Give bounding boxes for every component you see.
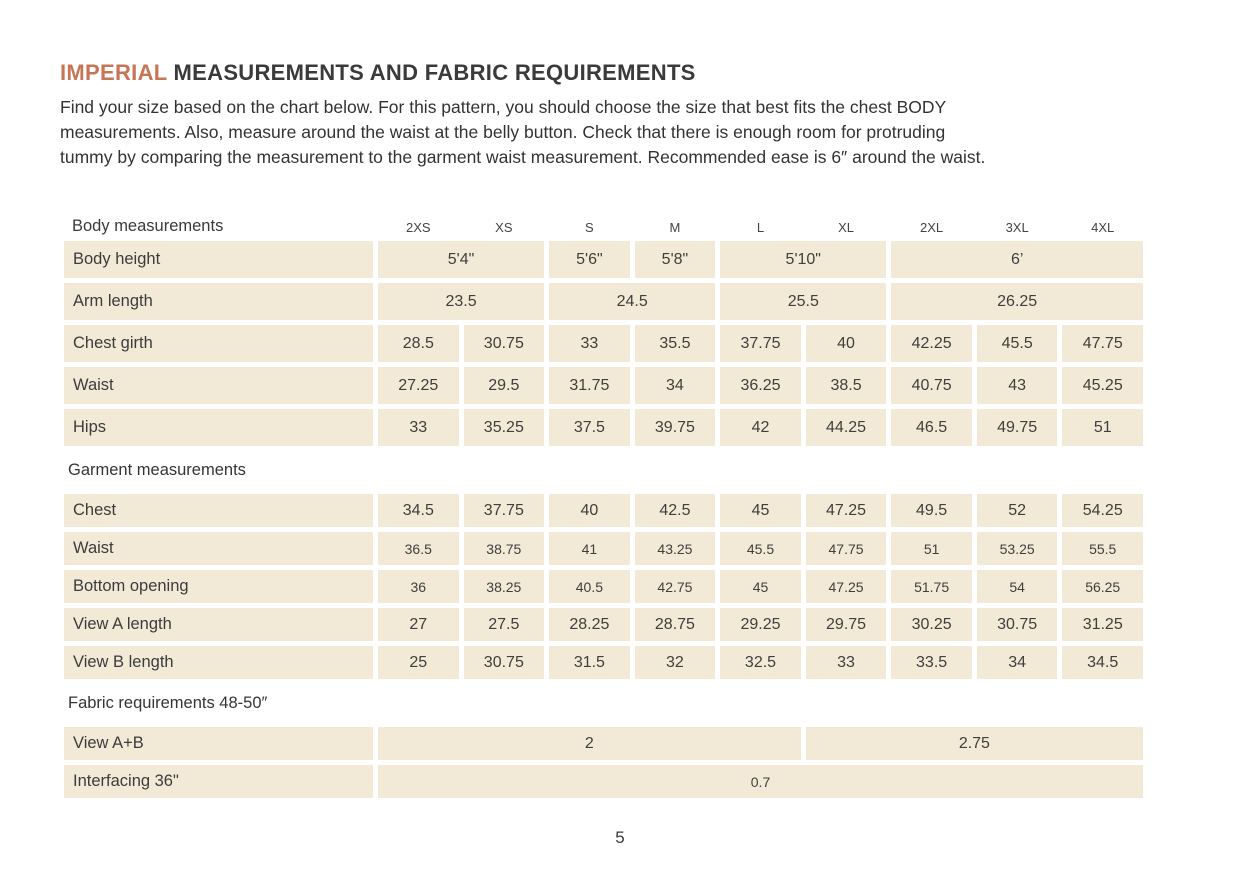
section-heading: Fabric requirements 48-50″ (64, 684, 1143, 722)
value-cell: 36.5 (378, 532, 459, 565)
value-cell: 0.7 (378, 765, 1143, 798)
page-title-rest: MEASUREMENTS AND FABRIC REQUIREMENTS (167, 60, 696, 85)
table-header-label: Body measurements (64, 208, 373, 236)
value-cell: 28.25 (549, 608, 630, 641)
value-cell: 49.75 (977, 409, 1058, 446)
value-cell: 33 (549, 325, 630, 362)
size-column-header: XS (464, 208, 545, 236)
value-cell: 33 (378, 409, 459, 446)
value-cell: 29.75 (806, 608, 887, 641)
value-cell: 33 (806, 646, 887, 679)
value-cell: 41 (549, 532, 630, 565)
value-cell: 45.25 (1062, 367, 1143, 404)
size-column-header: S (549, 208, 630, 236)
value-cell: 51 (891, 532, 972, 565)
row-label: Bottom opening (64, 570, 373, 603)
value-cell: 45.5 (977, 325, 1058, 362)
page-title (60, 60, 1180, 86)
value-cell: 27.5 (464, 608, 545, 641)
value-cell: 34 (977, 646, 1058, 679)
value-cell: 33.5 (891, 646, 972, 679)
value-cell: 5'6" (549, 241, 630, 278)
value-cell: 32.5 (720, 646, 801, 679)
value-cell: 43 (977, 367, 1058, 404)
row-label: Hips (64, 409, 373, 446)
row-label: Waist (64, 367, 373, 404)
value-cell: 40 (549, 494, 630, 527)
value-cell: 5'10" (720, 241, 886, 278)
value-cell: 43.25 (635, 532, 716, 565)
value-cell: 38.5 (806, 367, 887, 404)
value-cell: 40.5 (549, 570, 630, 603)
size-table (64, 208, 1143, 798)
value-cell: 29.25 (720, 608, 801, 641)
value-cell: 45 (720, 494, 801, 527)
value-cell: 5'4" (378, 241, 544, 278)
value-cell: 53.25 (977, 532, 1058, 565)
value-cell: 45.5 (720, 532, 801, 565)
row-label: Chest (64, 494, 373, 527)
value-cell: 25.5 (720, 283, 886, 320)
intro-line: tummy by comparing the measurement to the garment waist measurement. Recommended ease is 6″ around the waist. (60, 147, 986, 167)
value-cell: 38.75 (464, 532, 545, 565)
value-cell: 2.75 (806, 727, 1143, 760)
value-cell: 35.25 (464, 409, 545, 446)
value-cell: 34.5 (1062, 646, 1143, 679)
size-column-header: 2XL (891, 208, 972, 236)
value-cell: 37.5 (549, 409, 630, 446)
value-cell: 54 (977, 570, 1058, 603)
value-cell: 47.25 (806, 570, 887, 603)
value-cell: 29.5 (464, 367, 545, 404)
value-cell: 40 (806, 325, 887, 362)
value-cell: 47.75 (1062, 325, 1143, 362)
size-column-header: M (635, 208, 716, 236)
value-cell: 45 (720, 570, 801, 603)
intro-line: measurements. Also, measure around the waist at the belly button. Check that there is enough room for protruding (60, 122, 946, 142)
value-cell: 46.5 (891, 409, 972, 446)
row-label: Interfacing 36" (64, 765, 373, 798)
value-cell: 28.5 (378, 325, 459, 362)
size-column-header: XL (806, 208, 887, 236)
value-cell: 27.25 (378, 367, 459, 404)
value-cell: 42.75 (635, 570, 716, 603)
value-cell: 27 (378, 608, 459, 641)
value-cell: 42.25 (891, 325, 972, 362)
row-label: Arm length (64, 283, 373, 320)
value-cell: 26.25 (891, 283, 1143, 320)
row-label: View B length (64, 646, 373, 679)
value-cell: 35.5 (635, 325, 716, 362)
value-cell: 30.75 (464, 646, 545, 679)
value-cell: 30.75 (464, 325, 545, 362)
size-column-header: 3XL (977, 208, 1058, 236)
value-cell: 25 (378, 646, 459, 679)
value-cell: 51 (1062, 409, 1143, 446)
intro-paragraph (60, 95, 1180, 170)
section-heading: Garment measurements (64, 451, 1143, 489)
value-cell: 6’ (891, 241, 1143, 278)
value-cell: 32 (635, 646, 716, 679)
value-cell: 23.5 (378, 283, 544, 320)
value-cell: 52 (977, 494, 1058, 527)
size-column-header: 4XL (1062, 208, 1143, 236)
value-cell: 47.25 (806, 494, 887, 527)
value-cell: 40.75 (891, 367, 972, 404)
size-column-header: 2XS (378, 208, 459, 236)
value-cell: 47.75 (806, 532, 887, 565)
value-cell: 2 (378, 727, 801, 760)
value-cell: 37.75 (464, 494, 545, 527)
value-cell: 31.5 (549, 646, 630, 679)
row-label: View A length (64, 608, 373, 641)
value-cell: 42 (720, 409, 801, 446)
value-cell: 31.25 (1062, 608, 1143, 641)
value-cell: 44.25 (806, 409, 887, 446)
value-cell: 39.75 (635, 409, 716, 446)
value-cell: 34.5 (378, 494, 459, 527)
value-cell: 56.25 (1062, 570, 1143, 603)
value-cell: 24.5 (549, 283, 715, 320)
value-cell: 5'8" (635, 241, 716, 278)
row-label: Waist (64, 532, 373, 565)
value-cell: 28.75 (635, 608, 716, 641)
value-cell: 42.5 (635, 494, 716, 527)
row-label: View A+B (64, 727, 373, 760)
page-number: 5 (615, 828, 625, 847)
value-cell: 54.25 (1062, 494, 1143, 527)
intro-line: Find your size based on the chart below. For this pattern, you should choose the size that best fits the chest BODY (60, 97, 947, 117)
value-cell: 37.75 (720, 325, 801, 362)
value-cell: 31.75 (549, 367, 630, 404)
value-cell: 38.25 (464, 570, 545, 603)
size-column-header: L (720, 208, 801, 236)
page-title-highlight: IMPERIAL (60, 60, 168, 85)
value-cell: 34 (635, 367, 716, 404)
value-cell: 36.25 (720, 367, 801, 404)
value-cell: 36 (378, 570, 459, 603)
value-cell: 51.75 (891, 570, 972, 603)
value-cell: 55.5 (1062, 532, 1143, 565)
row-label: Chest girth (64, 325, 373, 362)
value-cell: 30.25 (891, 608, 972, 641)
row-label: Body height (64, 241, 373, 278)
value-cell: 49.5 (891, 494, 972, 527)
value-cell: 30.75 (977, 608, 1058, 641)
